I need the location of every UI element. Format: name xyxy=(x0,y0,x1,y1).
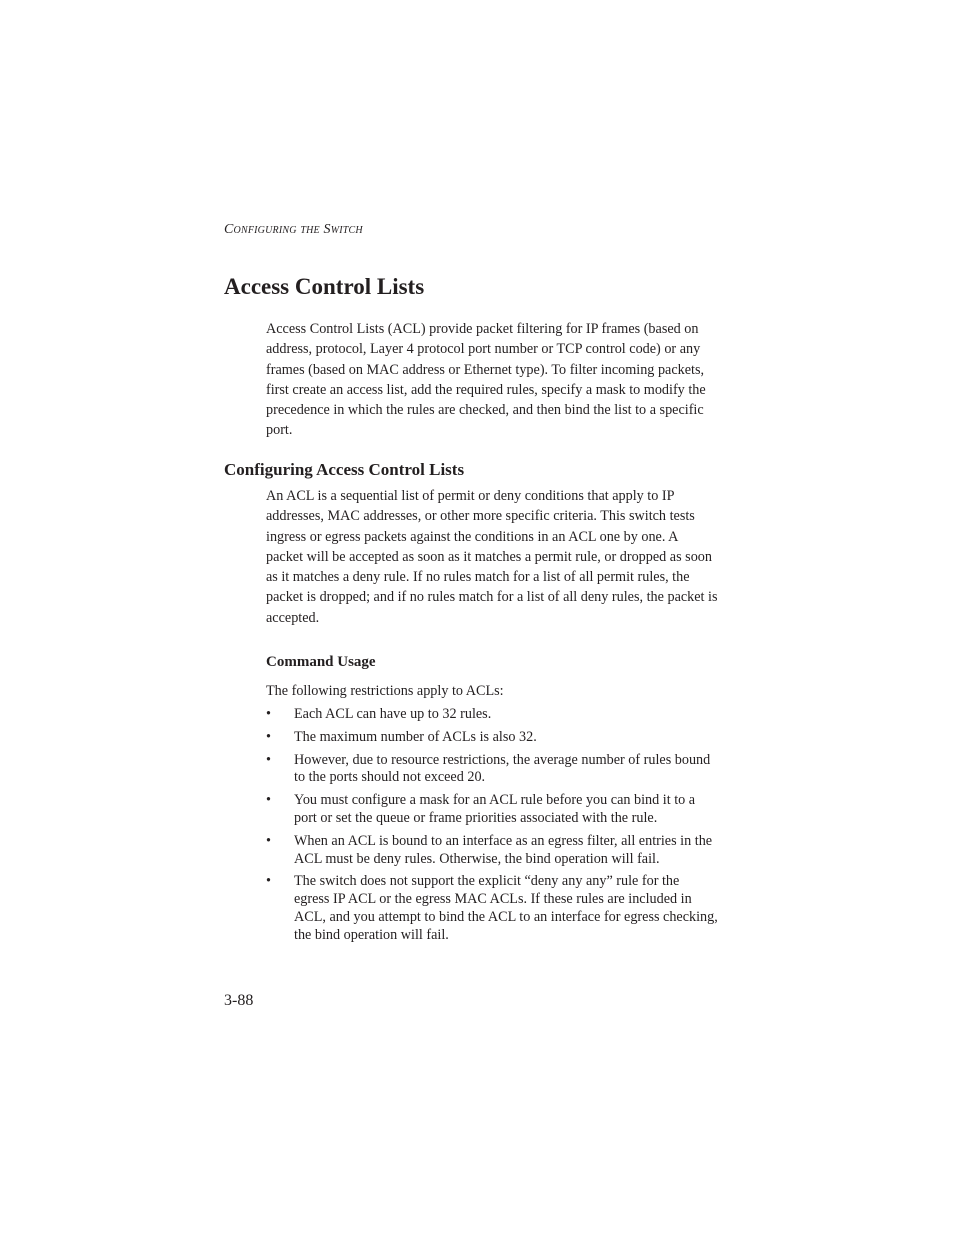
subsection-title: Configuring Access Control Lists xyxy=(224,460,465,479)
bullet-icon: • xyxy=(266,751,271,768)
list-item-text: You must configure a mask for an ACL rule before you can bind it to a port or set the queue or frame priorities associated with the rule. xyxy=(294,792,696,826)
list-item-text: The maximum number of ACLs is also 32. xyxy=(294,728,537,745)
command-usage-heading: Command Usage xyxy=(266,654,376,670)
bullet-icon: • xyxy=(266,706,271,722)
intro-paragraph: Access Control Lists (ACL) provide packet filtering for IP frames (based on address, protocol, Layer 4 protocol port number or TCP control code) or any frames (based on MAC address or Ethernet type). To filter incoming packets, first create an access list, add the required rules, specify a mask to modify the precedence in which the rules are checked, and then bind the list to a specific port. xyxy=(266,321,706,439)
list-item xyxy=(266,752,718,788)
bullet-icon: • xyxy=(266,832,271,849)
bullet-icon: • xyxy=(266,873,271,890)
list-item xyxy=(266,792,718,828)
running-header: Configuring the Switch xyxy=(224,222,363,237)
page-number: 3-88 xyxy=(224,992,254,1009)
list-item xyxy=(266,873,718,944)
list-item xyxy=(266,729,718,747)
acl-description-paragraph: An ACL is a sequential list of permit or deny conditions that apply to IP addresses, MAC addresses, or other more specific criteria. This switch tests ingress or egress packets against the conditions in an ACL one by one. A packet will be accepted as soon as it matches a permit rule, or dropped as soon as it matches a deny rule. If no rules match for a list of all permit rules, the packet is dropped; and if no rules match for a list of all deny rules, the packet is accepted. xyxy=(266,488,718,626)
bullet-icon: • xyxy=(266,792,271,809)
section-title: Access Control Lists xyxy=(224,274,425,299)
bullet-icon: • xyxy=(266,728,271,745)
list-item-text: When an ACL is bound to an interface as an egress filter, all entries in the ACL must be deny rules. Otherwise, the bind operation will fail. xyxy=(294,832,713,867)
restrictions-list xyxy=(266,706,718,950)
list-item-text: Each ACL can have up to 32 rules. xyxy=(294,706,492,722)
list-item xyxy=(266,833,718,869)
list-item-text: However, due to resource restrictions, the average number of rules bound to the ports should not exceed 20. xyxy=(294,751,711,786)
command-usage-lead: The following restrictions apply to ACLs: xyxy=(266,683,504,699)
list-item-text: The switch does not support the explicit “deny any any” rule for the egress IP ACL or the egress MAC ACLs. If these rules are included in ACL, and you attempt to bind the ACL to an interface for egress checking, the bind operation will fail. xyxy=(294,873,718,943)
list-item xyxy=(266,706,718,724)
